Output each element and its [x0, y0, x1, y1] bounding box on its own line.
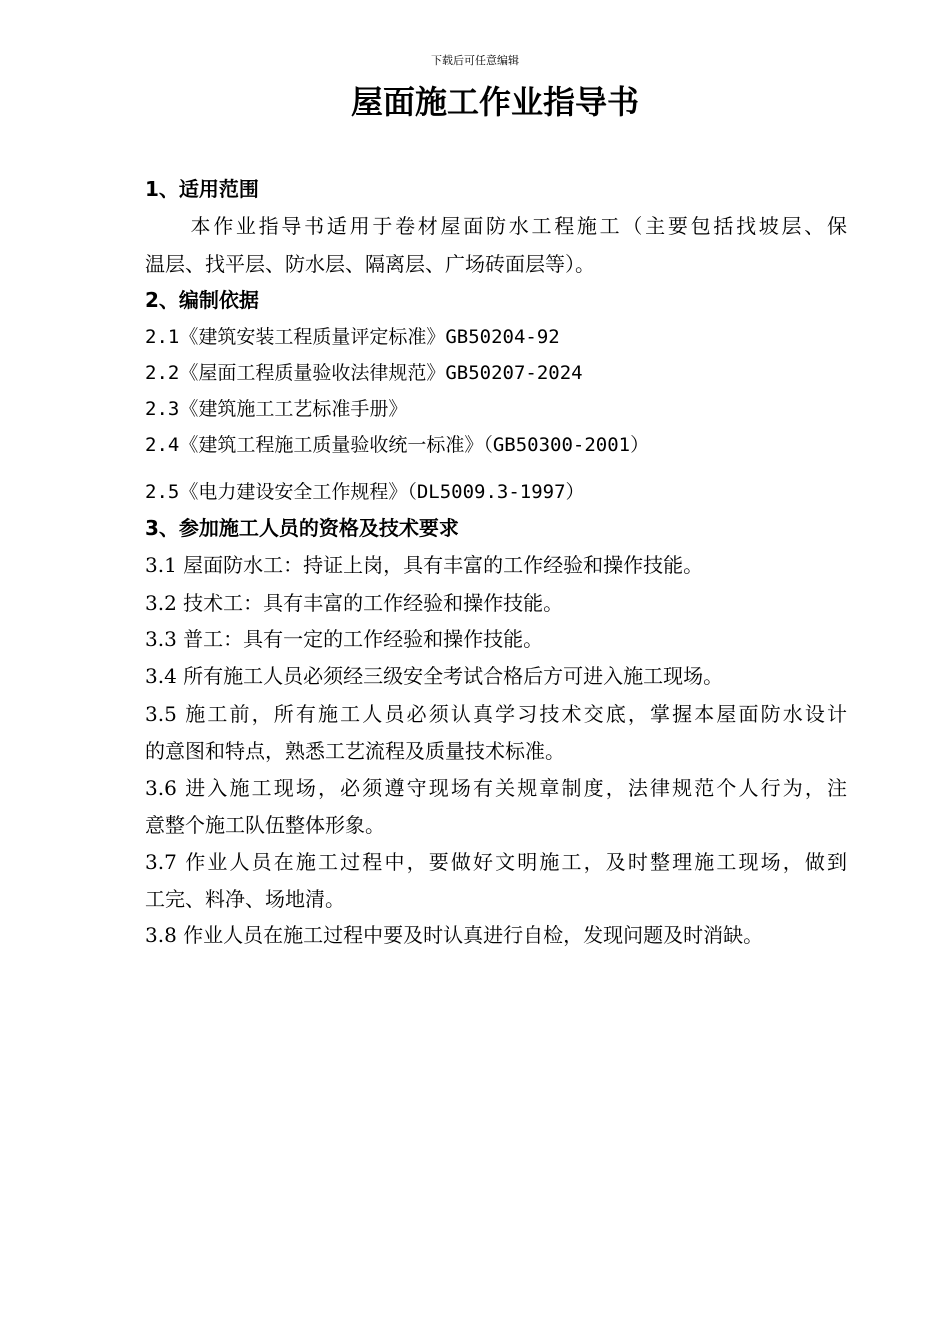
reference-item: 2.5《电力建设安全工作规程》（DL5009.3-1997）: [145, 481, 585, 503]
paragraph-line: 温层、找平层、防水层、隔离层、广场砖面层等）。: [145, 252, 595, 276]
requirement-item: 3.1 屋面防水工：持证上岗，具有丰富的工作经验和操作技能。: [145, 553, 704, 577]
requirement-item-continued: 意整个施工队伍整体形象。: [145, 813, 385, 837]
requirement-item: 3.7 作业人员在施工过程中，要做好文明施工，及时整理施工现场，做到: [145, 850, 847, 874]
requirement-item: 3.6 进入施工现场，必须遵守现场有关规章制度，法律规范个人行为，注: [145, 776, 847, 800]
paragraph-line: 本作业指导书适用于卷材屋面防水工程施工（主要包括找坡层、保: [145, 214, 847, 238]
requirement-item: 3.3 普工：具有一定的工作经验和操作技能。: [145, 627, 544, 651]
requirement-item: 3.4 所有施工人员必须经三级安全考试合格后方可进入施工现场。: [145, 664, 724, 688]
section-heading-requirements: 3、参加施工人员的资格及技术要求: [145, 516, 459, 540]
section-heading-scope: 1、适用范围: [145, 177, 259, 201]
requirement-item-continued: 的意图和特点，熟悉工艺流程及质量技术标准。: [145, 739, 565, 763]
reference-item: 2.4《建筑工程施工质量验收统一标准》（GB50300-2001）: [145, 434, 650, 456]
requirement-item: 3.2 技术工：具有丰富的工作经验和操作技能。: [145, 591, 564, 615]
section-heading-basis: 2、编制依据: [145, 288, 259, 312]
reference-item: 2.2《屋面工程质量验收法律规范》GB50207-2024: [145, 362, 583, 384]
requirement-item-continued: 工完、料净、场地清。: [145, 887, 345, 911]
page-title: 屋面施工作业指导书: [350, 83, 639, 121]
reference-item: 2.1《建筑安装工程质量评定标准》GB50204-92: [145, 326, 560, 348]
requirement-item: 3.8 作业人员在施工过程中要及时认真进行自检，发现问题及时消缺。: [145, 923, 764, 947]
header-note: 下载后可任意编辑: [431, 54, 519, 67]
reference-item: 2.3《建筑施工工艺标准手册》: [145, 398, 408, 420]
requirement-item: 3.5 施工前，所有施工人员必须认真学习技术交底，掌握本屋面防水设计: [145, 702, 847, 726]
